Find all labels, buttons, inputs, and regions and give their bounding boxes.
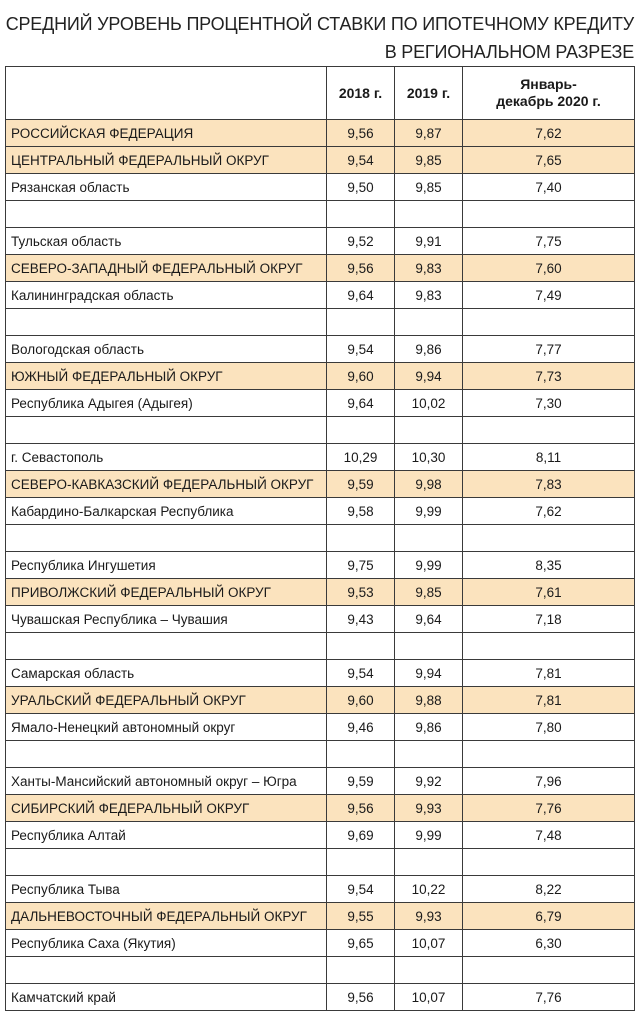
rate-2018-cell: 9,56	[327, 120, 395, 147]
table-row	[6, 282, 635, 309]
rate-2018-cell: 9,59	[327, 768, 395, 795]
empty-cell	[395, 201, 463, 228]
rate-2018-cell: 9,43	[327, 606, 395, 633]
title-line-1: СРЕДНИЙ УРОВЕНЬ ПРОЦЕНТНОЙ СТАВКИ ПО ИПОТЕЧНОМУ КРЕДИТУ	[5, 14, 634, 34]
table-row-district	[6, 903, 635, 930]
page-title	[0, 10, 634, 66]
region-name-cell: Вологодская область	[6, 336, 327, 363]
empty-cell	[6, 633, 327, 660]
rate-2018-cell: 9,54	[327, 660, 395, 687]
rate-2019-cell: 9,86	[395, 336, 463, 363]
rate-2018-cell: 9,58	[327, 498, 395, 525]
empty-cell	[6, 741, 327, 768]
table-row	[6, 390, 635, 417]
rate-2018-cell: 9,53	[327, 579, 395, 606]
rate-2019-cell: 9,86	[395, 714, 463, 741]
region-name-cell: УРАЛЬСКИЙ ФЕДЕРАЛЬНЫЙ ОКРУГ	[6, 687, 327, 714]
empty-cell	[463, 309, 635, 336]
table-spacer-row	[6, 849, 635, 876]
empty-cell	[395, 741, 463, 768]
empty-cell	[327, 417, 395, 444]
region-name-cell: Ханты-Мансийский автономный округ – Югра	[6, 768, 327, 795]
table-row-district	[6, 255, 635, 282]
rate-2019-cell: 9,88	[395, 687, 463, 714]
region-name-cell: Тульская область	[6, 228, 327, 255]
empty-cell	[327, 309, 395, 336]
rate-2019-cell: 10,07	[395, 930, 463, 957]
title-line-2: В РЕГИОНАЛЬНОМ РАЗРЕЗЕ	[384, 42, 634, 62]
empty-cell	[463, 957, 635, 984]
table-row	[6, 984, 635, 1011]
region-name-cell: Республика Саха (Якутия)	[6, 930, 327, 957]
rate-2018-cell: 9,59	[327, 471, 395, 498]
table-row-district	[6, 687, 635, 714]
table-spacer-row	[6, 741, 635, 768]
rate-2018-cell: 9,60	[327, 363, 395, 390]
rate-2019-cell: 10,07	[395, 984, 463, 1011]
table-spacer-row	[6, 957, 635, 984]
region-name-cell: ЮЖНЫЙ ФЕДЕРАЛЬНЫЙ ОКРУГ	[6, 363, 327, 390]
rate-2019-cell: 9,93	[395, 795, 463, 822]
rate-2019-cell: 9,91	[395, 228, 463, 255]
rate-2019-cell: 9,83	[395, 282, 463, 309]
region-name-cell: г. Севастополь	[6, 444, 327, 471]
rate-2019-cell: 9,83	[395, 255, 463, 282]
table-row-district	[6, 795, 635, 822]
rate-2020-cell: 8,11	[463, 444, 635, 471]
rate-2018-cell: 9,54	[327, 147, 395, 174]
empty-cell	[6, 309, 327, 336]
rate-2019-cell: 9,85	[395, 147, 463, 174]
rate-2019-cell: 9,98	[395, 471, 463, 498]
region-name-cell: СЕВЕРО-ЗАПАДНЫЙ ФЕДЕРАЛЬНЫЙ ОКРУГ	[6, 255, 327, 282]
rate-2018-cell: 10,29	[327, 444, 395, 471]
rate-2018-cell: 9,55	[327, 903, 395, 930]
rate-2020-cell: 7,61	[463, 579, 635, 606]
empty-cell	[327, 525, 395, 552]
empty-cell	[6, 525, 327, 552]
table-row	[6, 606, 635, 633]
table-row-district	[6, 579, 635, 606]
rate-2019-cell: 9,99	[395, 552, 463, 579]
rate-2018-cell: 9,46	[327, 714, 395, 741]
region-name-cell: Кабардино-Балкарская Республика	[6, 498, 327, 525]
table-row-district	[6, 120, 635, 147]
region-name-cell: Ямало-Ненецкий автономный округ	[6, 714, 327, 741]
rate-2019-cell: 10,22	[395, 876, 463, 903]
header-2019: 2019 г.	[395, 67, 463, 120]
rate-2020-cell: 7,49	[463, 282, 635, 309]
rate-2019-cell: 10,30	[395, 444, 463, 471]
table-row	[6, 444, 635, 471]
rate-2018-cell: 9,65	[327, 930, 395, 957]
rate-2018-cell: 9,52	[327, 228, 395, 255]
rate-2018-cell: 9,64	[327, 282, 395, 309]
rate-2019-cell: 9,87	[395, 120, 463, 147]
rate-2020-cell: 7,18	[463, 606, 635, 633]
rate-2020-cell: 7,76	[463, 795, 635, 822]
rate-2019-cell: 9,93	[395, 903, 463, 930]
table-row	[6, 768, 635, 795]
rate-2020-cell: 7,62	[463, 498, 635, 525]
empty-cell	[327, 201, 395, 228]
rate-2018-cell: 9,56	[327, 984, 395, 1011]
empty-cell	[463, 201, 635, 228]
rate-2018-cell: 9,64	[327, 390, 395, 417]
rate-2020-cell: 7,30	[463, 390, 635, 417]
rate-2018-cell: 9,56	[327, 255, 395, 282]
empty-cell	[327, 849, 395, 876]
table-body	[6, 120, 635, 1011]
region-name-cell: Камчатский край	[6, 984, 327, 1011]
empty-cell	[395, 309, 463, 336]
region-name-cell: Рязанская область	[6, 174, 327, 201]
region-name-cell: РОССИЙСКАЯ ФЕДЕРАЦИЯ	[6, 120, 327, 147]
table-row	[6, 228, 635, 255]
rate-2020-cell: 7,83	[463, 471, 635, 498]
rate-2019-cell: 9,94	[395, 363, 463, 390]
empty-cell	[463, 633, 635, 660]
empty-cell	[6, 417, 327, 444]
rate-2020-cell: 7,80	[463, 714, 635, 741]
region-name-cell: Самарская область	[6, 660, 327, 687]
table-row	[6, 660, 635, 687]
rate-2020-cell: 7,76	[463, 984, 635, 1011]
table-row-district	[6, 363, 635, 390]
empty-cell	[395, 849, 463, 876]
region-name-cell: Республика Алтай	[6, 822, 327, 849]
rate-2020-cell: 7,40	[463, 174, 635, 201]
table-spacer-row	[6, 633, 635, 660]
region-name-cell: СЕВЕРО-КАВКАЗСКИЙ ФЕДЕРАЛЬНЫЙ ОКРУГ	[6, 471, 327, 498]
rate-2020-cell: 7,60	[463, 255, 635, 282]
rate-2019-cell: 9,94	[395, 660, 463, 687]
empty-cell	[6, 849, 327, 876]
region-name-cell: Чувашская Республика – Чувашия	[6, 606, 327, 633]
region-name-cell: ПРИВОЛЖСКИЙ ФЕДЕРАЛЬНЫЙ ОКРУГ	[6, 579, 327, 606]
rate-2020-cell: 7,96	[463, 768, 635, 795]
region-name-cell: Калининградская область	[6, 282, 327, 309]
table-row-district	[6, 147, 635, 174]
rate-2020-cell: 7,62	[463, 120, 635, 147]
table-spacer-row	[6, 201, 635, 228]
empty-cell	[395, 525, 463, 552]
table-row	[6, 336, 635, 363]
rate-2018-cell: 9,54	[327, 876, 395, 903]
empty-cell	[395, 417, 463, 444]
empty-cell	[327, 957, 395, 984]
rate-2020-cell: 7,75	[463, 228, 635, 255]
interest-rate-table	[5, 66, 635, 1011]
rate-2018-cell: 9,56	[327, 795, 395, 822]
rate-2019-cell: 9,99	[395, 822, 463, 849]
rate-2018-cell: 9,50	[327, 174, 395, 201]
rate-2019-cell: 9,64	[395, 606, 463, 633]
rate-2018-cell: 9,69	[327, 822, 395, 849]
table-row	[6, 174, 635, 201]
rate-2019-cell: 9,92	[395, 768, 463, 795]
rate-2020-cell: 8,22	[463, 876, 635, 903]
rate-2020-cell: 8,35	[463, 552, 635, 579]
rate-2020-cell: 7,77	[463, 336, 635, 363]
table-row	[6, 552, 635, 579]
empty-cell	[463, 525, 635, 552]
empty-cell	[395, 633, 463, 660]
rate-2020-cell: 7,73	[463, 363, 635, 390]
rate-2019-cell: 9,85	[395, 174, 463, 201]
empty-cell	[6, 957, 327, 984]
rate-2020-cell: 7,65	[463, 147, 635, 174]
empty-cell	[463, 849, 635, 876]
region-name-cell: СИБИРСКИЙ ФЕДЕРАЛЬНЫЙ ОКРУГ	[6, 795, 327, 822]
rate-2020-cell: 7,48	[463, 822, 635, 849]
table-row	[6, 498, 635, 525]
rate-2018-cell: 9,75	[327, 552, 395, 579]
table-row	[6, 822, 635, 849]
empty-cell	[395, 957, 463, 984]
empty-cell	[327, 633, 395, 660]
region-name-cell: Республика Тыва	[6, 876, 327, 903]
header-2020	[463, 67, 635, 120]
region-name-cell: ДАЛЬНЕВОСТОЧНЫЙ ФЕДЕРАЛЬНЫЙ ОКРУГ	[6, 903, 327, 930]
rate-2020-cell: 7,81	[463, 687, 635, 714]
header-2018: 2018 г.	[327, 67, 395, 120]
rate-2019-cell: 9,85	[395, 579, 463, 606]
table-row	[6, 876, 635, 903]
rate-2020-cell: 7,81	[463, 660, 635, 687]
header-2020-label: Январь-декабрь 2020 г.	[496, 76, 601, 109]
empty-cell	[327, 741, 395, 768]
table-header-row	[6, 67, 635, 120]
empty-cell	[463, 417, 635, 444]
rate-2020-cell: 6,79	[463, 903, 635, 930]
region-name-cell: Республика Адыгея (Адыгея)	[6, 390, 327, 417]
table-row-district	[6, 471, 635, 498]
table-row	[6, 714, 635, 741]
table-spacer-row	[6, 525, 635, 552]
empty-cell	[6, 201, 327, 228]
rate-2019-cell: 9,99	[395, 498, 463, 525]
empty-cell	[463, 741, 635, 768]
region-name-cell: ЦЕНТРАЛЬНЫЙ ФЕДЕРАЛЬНЫЙ ОКРУГ	[6, 147, 327, 174]
rate-2019-cell: 10,02	[395, 390, 463, 417]
region-name-cell: Республика Ингушетия	[6, 552, 327, 579]
table-row	[6, 930, 635, 957]
table-spacer-row	[6, 417, 635, 444]
rate-2020-cell: 6,30	[463, 930, 635, 957]
rate-2018-cell: 9,54	[327, 336, 395, 363]
header-region	[6, 67, 327, 120]
table-spacer-row	[6, 309, 635, 336]
rate-2018-cell: 9,60	[327, 687, 395, 714]
